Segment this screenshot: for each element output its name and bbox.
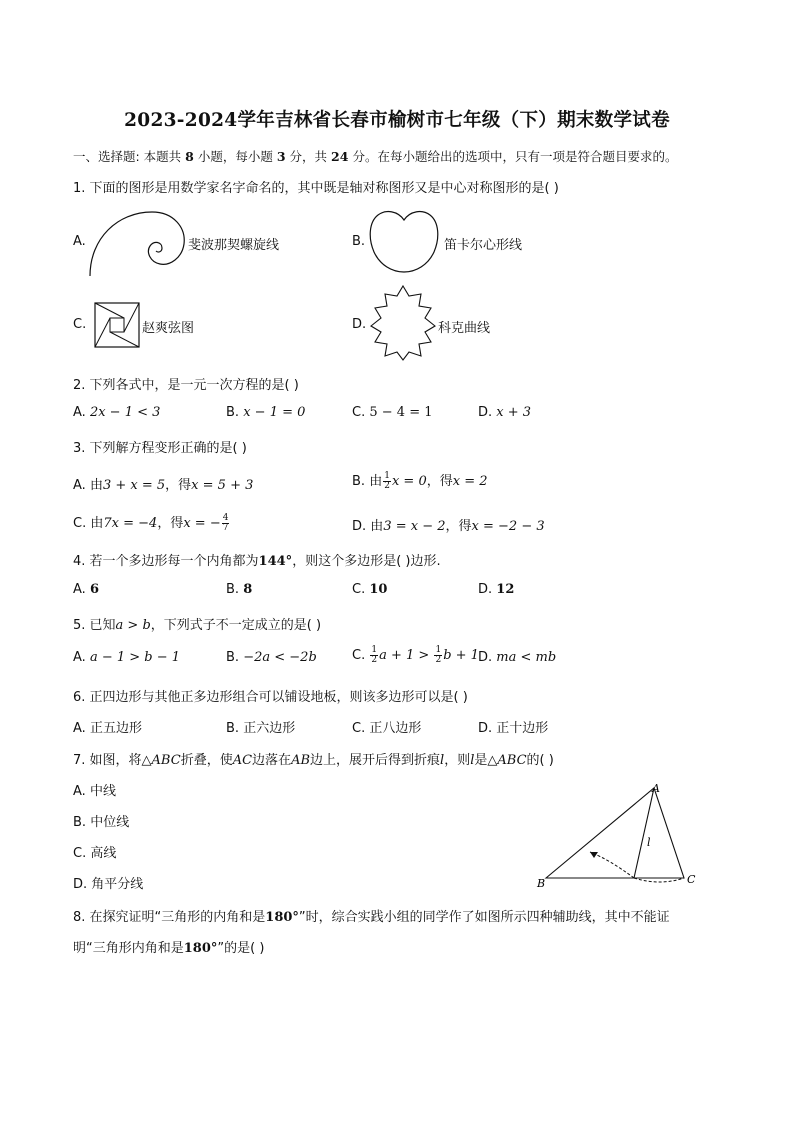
q7-stem-part7: 的( ) [526,753,554,768]
q4-stem-prefix: 4. 若一个多边形每一个内角都为 [73,554,259,569]
q7-stem-math3: AB [291,753,311,768]
q3-option-c-fraction [222,514,230,533]
q1-option-d-caption: 科克曲线 [438,321,491,336]
q6-option-c-letter: C. [352,721,366,736]
q6-option-d-text: 正十边形 [496,721,549,736]
q2-option-b [226,405,305,420]
q3-option-d-math1: 3 = x − 2 [383,519,446,534]
q1-option-c-caption: 赵爽弦图 [142,321,195,336]
q3-option-c-text2: ，得 [157,516,184,531]
q6-stem: 6. 正四边形与其他正多边形组合可以铺设地板，则该多边形可以是( ) [73,690,468,705]
q5-option-c-fraction-2 [434,646,442,665]
q2-option-a-letter: A. [73,405,86,420]
triangle-abc [546,788,684,878]
q2-option-a [73,405,160,420]
q5-option-d-letter: D. [478,650,493,665]
q3-option-c-letter: C. [73,516,87,531]
q5-option-c-letter: C. [352,648,366,663]
q7-stem-part6: 是 [474,753,488,768]
q6-option-a [73,717,142,736]
vertex-label-b: B [537,877,546,890]
q4-option-b [226,582,252,597]
cardioid-icon [368,208,440,274]
q2-option-b-math: x − 1 = 0 [243,405,306,420]
q7-stem [73,749,554,768]
q1-option-d-letter: D. [352,317,367,332]
question-count: 8 [185,149,194,164]
q7-stem-math6: △ABC [487,753,527,768]
q3-option-a [73,474,253,493]
q4-option-a-value: 6 [89,582,99,597]
q3-option-b-text2: ，得 [426,474,453,489]
q7-stem-math5: l [470,753,475,768]
triangle-fold-figure [530,780,710,895]
q4-option-c-value: 10 [369,582,388,597]
fibonacci-spiral-icon [88,208,188,278]
q7-stem-part2: 折叠，使 [180,753,233,768]
q8-angle-2: 180° [183,941,218,956]
q3-option-b-letter: B. [352,474,366,489]
q1-option-c-letter: C. [73,317,87,332]
points-total: 24 [331,149,349,164]
q5-stem-prefix: 5. 已知 [73,618,116,633]
fraction-numerator: 1 [435,645,442,655]
q7-stem-math1: △ABC [141,753,181,768]
q5-stem-suffix: ，下列式子不一定成立的是( ) [150,618,322,633]
q3-option-d [352,515,545,534]
q5-option-a [73,650,180,665]
q3-option-c [73,512,230,533]
q7-option-c-text: 高线 [90,846,117,861]
vertex-label-a: A [652,782,660,795]
q6-option-b [226,717,295,736]
q8-line1-prefix: 8. 在探究证明“三角形的内角和是 [73,910,266,925]
q6-option-d-letter: D. [478,721,493,736]
points-each: 3 [276,149,286,164]
q3-option-c-text1: 由 [90,516,104,531]
q4-stem [73,550,441,569]
q5-stem [73,614,321,633]
q7-option-c [73,842,116,861]
q3-option-c-math1: 7x = −4 [103,516,158,531]
q3-option-d-text2: ，得 [445,519,472,534]
q3-option-a-math2: x = 5 + 3 [191,478,254,493]
q5-option-c [352,646,479,665]
q8-stem-line1 [73,906,670,925]
q7-option-a-letter: A. [73,784,86,799]
q5-option-d [478,650,556,665]
q2-option-d-letter: D. [478,405,493,420]
q4-option-a [73,582,99,597]
vertex-label-c: C [687,873,696,886]
q7-stem-part3: 边落在 [252,753,292,768]
q8-line1-suffix: ”时，综合实践小组的同学作了如图所示四种辅助线，其中不能证 [298,910,670,925]
q2-option-c [352,405,433,420]
q5-stem-math: a > b [115,618,151,633]
q6-option-c [352,717,421,736]
q2-option-c-letter: C. [352,405,366,420]
q8-line2-suffix: ”的是( ) [217,941,265,956]
q3-option-b-fraction [383,472,391,491]
q6-option-c-text: 正八边形 [369,721,422,736]
q5-option-c-math1: a + 1 > [379,648,430,663]
q7-option-d [73,873,143,892]
q4-option-d [478,582,514,597]
q5-option-b-letter: B. [226,650,240,665]
q6-option-d [478,717,548,736]
page-title: 2023-2024学年吉林省长春市榆树市七年级（下）期末数学试卷 [124,110,670,131]
q6-option-b-letter: B. [226,721,240,736]
q3-option-d-text1: 由 [370,519,384,534]
q4-option-c-letter: C. [352,582,366,597]
section-heading-prefix: 一、选择题: 本题共 [73,149,182,164]
q3-option-a-math1: 3 + x = 5 [102,478,166,493]
fraction-numerator: 1 [384,471,390,481]
q2-option-b-letter: B. [226,405,240,420]
q3-option-d-math2: x = −2 − 3 [471,519,545,534]
q3-option-b [352,470,488,491]
fraction-denominator: 7 [222,523,229,533]
crease-label-l: l [647,836,651,849]
q4-option-b-letter: B. [226,582,240,597]
q4-option-b-value: 8 [243,582,253,597]
q3-option-a-letter: A. [73,478,86,493]
q3-option-d-letter: D. [352,519,367,534]
q7-option-d-text: 角平分线 [91,877,144,892]
q3-option-a-text1: 由 [89,478,103,493]
fraction-denominator: 2 [384,481,390,491]
q2-option-c-math: 5 − 4 = 1 [369,405,433,420]
section-heading-suffix: 分。在每小题给出的选项中，只有一项是符合题目要求的。 [352,149,678,164]
q7-stem-math2: AC [232,753,253,768]
q1-stem: 1. 下面的图形是用数学家名字命名的，其中既是轴对称图形又是中心对称图形的是( ) [73,181,559,196]
fraction-denominator: 2 [371,655,378,665]
q3-option-a-text2: ，得 [165,478,192,493]
koch-snowflake-icon [368,284,438,362]
fraction-numerator: 4 [222,513,229,523]
q2-option-d-math: x + 3 [496,405,532,420]
q1-option-a-caption: 斐波那契螺旋线 [188,238,280,253]
fraction-denominator: 2 [435,655,442,665]
zhao-shuang-diagram-icon [94,302,140,348]
q8-stem-line2 [73,937,264,956]
q5-option-c-fraction-1 [370,646,378,665]
q7-option-a [73,780,116,799]
q8-line2-prefix: 明“三角形内角和是 [73,941,184,956]
section-heading-mid1: 小题，每小题 [197,149,273,164]
q5-option-b [226,650,317,665]
q7-option-b-text: 中位线 [90,815,130,830]
q3-stem: 3. 下列解方程变形正确的是( ) [73,441,247,456]
q5-option-b-math: −2a < −2b [243,650,317,665]
q7-stem-part1: 7. 如图，将 [73,753,142,768]
q7-stem-part4: 边上，展开后得到折痕 [310,753,441,768]
q4-angle: 144° [258,554,293,569]
q4-stem-suffix: ，则这个多边形是( )边形. [292,554,441,569]
fold-arrow-arc [590,852,634,878]
q3-option-b-math1: x = 0 [391,474,427,489]
q1-option-b-letter: B. [352,234,366,249]
q1-option-a-letter: A. [73,234,86,249]
q4-option-c [352,582,387,597]
section-heading-mid2: 分，共 [289,149,328,164]
q6-option-a-letter: A. [73,721,86,736]
q6-option-b-text: 正六边形 [243,721,296,736]
q5-option-a-letter: A. [73,650,86,665]
q2-option-d [478,405,531,420]
q2-stem: 2. 下列各式中，是一元一次方程的是( ) [73,378,299,393]
q7-option-c-letter: C. [73,846,87,861]
q3-option-b-text1: 由 [369,474,383,489]
fold-arrow-head [590,852,598,858]
q1-option-b-caption: 笛卡尔心形线 [444,238,523,253]
q7-option-d-letter: D. [73,877,88,892]
q7-stem-part5: ，则 [444,753,471,768]
q7-option-b-letter: B. [73,815,87,830]
q3-option-b-math2: x = 2 [452,474,488,489]
fraction-numerator: 1 [371,645,378,655]
q2-option-a-math: 2x − 1 < 3 [89,405,161,420]
q7-option-b [73,811,129,830]
q7-stem-math4: l [440,753,445,768]
q5-option-c-math2: b + 1 [443,648,479,663]
q5-option-d-math: ma < mb [496,650,557,665]
q4-option-d-letter: D. [478,582,493,597]
q7-option-a-text: 中线 [89,784,116,799]
q8-angle-1: 180° [265,910,299,925]
q6-option-a-text: 正五边形 [89,721,142,736]
section-heading [73,147,677,165]
q4-option-a-letter: A. [73,582,86,597]
q3-option-c-math2: x = − [183,516,221,531]
q5-option-a-math: a − 1 > b − 1 [89,650,181,665]
q4-option-d-value: 12 [496,582,515,597]
fold-bottom-arc [634,878,684,882]
